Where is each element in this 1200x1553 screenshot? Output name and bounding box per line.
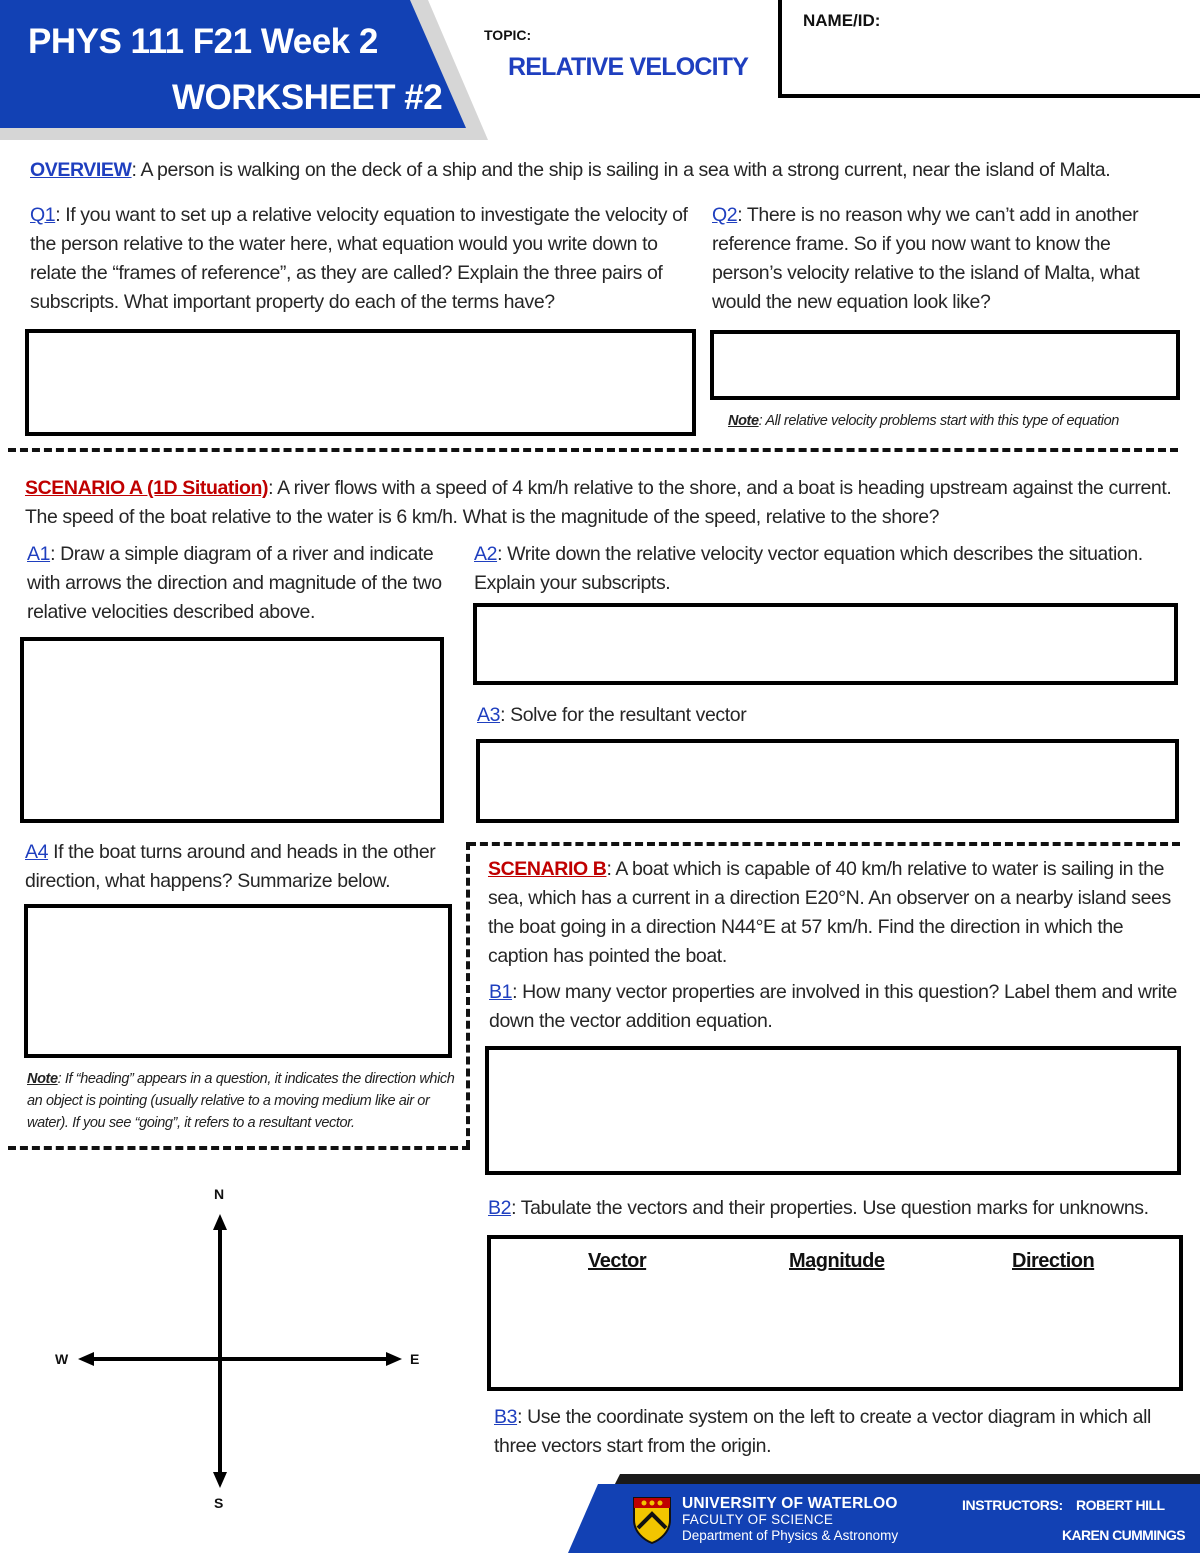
footer-university: UNIVERSITY OF WATERLOO [682, 1495, 898, 1512]
a4-label: A4 [25, 841, 49, 863]
footer-instructor-1: ROBERT HILL [1076, 1497, 1165, 1513]
a2-label: A2 [474, 543, 498, 565]
compass-east: E [410, 1351, 420, 1367]
north-arrowhead [213, 1214, 227, 1230]
name-id-label: NAME/ID: [803, 11, 881, 30]
worksheet-title-line2: WORKSHEET #2 [172, 78, 443, 117]
question-a1 [27, 540, 457, 627]
scenario-a [25, 474, 1175, 532]
south-arrowhead [213, 1472, 227, 1488]
b1-label: B1 [489, 981, 513, 1003]
overview [30, 156, 1180, 185]
footer-instructors-label: INSTRUCTORS: [962, 1497, 1063, 1513]
question-q2 [712, 201, 1172, 317]
scenario-a-text: : A river flows with a speed of 4 km/h relative to the shore, and a boat is heading upstream against the current. The speed of the boat relative to the water is 6 km/h. What is the magnitude of the speed, relative to the shore? [25, 477, 1172, 528]
a3-label: A3 [477, 704, 501, 726]
q2-text: : There is no reason why we can’t add in another reference frame. So if you now want to know the person’s velocity relative to the island of Malta, what would the new equation look like? [712, 204, 1140, 313]
a3-text: : Solve for the resultant vector [500, 704, 747, 726]
scenario-b [488, 855, 1188, 971]
topic-label: TOPIC: [484, 27, 532, 43]
question-a2 [474, 540, 1184, 598]
a1-label: A1 [27, 543, 51, 565]
university-crest-icon [632, 1496, 672, 1544]
divider-a4-bottom [8, 1146, 470, 1150]
b3-label: B3 [494, 1406, 518, 1428]
scenario-b-text: : A boat which is capable of 40 km/h relative to water is sailing in the sea, which has a current in a direction E20°N. An observer on a nearby island sees the boat going in a direction N44°E at 57 km/h. Find the direction in which the caption has pointed the boat. [488, 858, 1171, 967]
a2-text: : Write down the relative velocity vector equation which describes the situation. Explain your subscripts. [474, 543, 1143, 594]
overview-text: : A person is walking on the deck of a ship and the ship is sailing in a sea with a strong current, near the island of Malta. [131, 159, 1111, 181]
east-arrowhead [386, 1352, 402, 1366]
q1-text: : If you want to set up a relative velocity equation to investigate the velocity of the person relative to the water here, what equation would you write down to relate the “frames of reference”, as they are called? Explain the three pairs of subscripts. What important property do each of the terms have? [30, 204, 688, 313]
worksheet-title-line1: PHYS 111 F21 Week 2 [28, 22, 378, 61]
q2-note-label: Note [728, 413, 759, 429]
question-a4 [25, 838, 465, 896]
compass-south: S [214, 1495, 224, 1511]
q2-note-text: : All relative velocity problems start with this type of equation [758, 413, 1119, 429]
a1-answer-box[interactable] [20, 637, 444, 823]
divider-scenario-b-left [466, 842, 470, 1148]
coordinate-system[interactable] [60, 1200, 430, 1500]
a4-note-text: : If “heading” appears in a question, it indicates the direction which an object is pointing (usually relative to a moving medium like air or water). If you see “going”, it refers to a resultant vector. [27, 1071, 455, 1131]
question-a3 [477, 701, 1077, 730]
a4-note-label: Note [27, 1071, 58, 1087]
a4-note [27, 1068, 457, 1134]
footer-faculty: FACULTY OF SCIENCE [682, 1512, 834, 1527]
a4-answer-box[interactable] [24, 904, 452, 1058]
table-header-vector: Vector [588, 1250, 647, 1272]
table-header-magnitude: Magnitude [789, 1250, 885, 1272]
b2-label: B2 [488, 1197, 512, 1219]
overview-label: OVERVIEW [30, 159, 132, 181]
question-b1 [489, 978, 1179, 1036]
q2-label: Q2 [712, 204, 738, 226]
west-arrowhead [78, 1352, 94, 1366]
compass-west: W [55, 1351, 69, 1367]
q1-answer-box[interactable] [25, 329, 696, 436]
table-header-direction: Direction [1012, 1250, 1095, 1272]
topic-value: RELATIVE VELOCITY [508, 53, 749, 81]
b3-text: : Use the coordinate system on the left to create a vector diagram in which all three vectors start from the origin. [494, 1406, 1151, 1457]
question-q1 [30, 201, 698, 317]
question-b2 [488, 1194, 1188, 1223]
b1-text: : How many vector properties are involved in this question? Label them and write down the vector addition equation. [489, 981, 1178, 1032]
scenario-b-label: SCENARIO B [488, 858, 607, 880]
divider-scenario-b-top [468, 842, 1180, 846]
q2-note [728, 410, 1178, 432]
footer-department: Department of Physics & Astronomy [682, 1528, 899, 1543]
scenario-a-label: SCENARIO A (1D Situation) [25, 477, 269, 499]
q1-label: Q1 [30, 204, 56, 226]
b2-text: : Tabulate the vectors and their properties. Use question marks for unknowns. [511, 1197, 1149, 1219]
footer-instructor-2: KAREN CUMMINGS [1062, 1527, 1186, 1543]
a2-answer-box[interactable] [473, 603, 1178, 685]
divider-scenario-a [8, 448, 1178, 452]
a1-text: : Draw a simple diagram of a river and indicate with arrows the direction and magnitude of the two relative velocities described above. [27, 543, 442, 623]
a3-answer-box[interactable] [476, 739, 1179, 823]
q2-answer-box[interactable] [710, 330, 1180, 400]
compass-north: N [214, 1186, 225, 1202]
question-b3 [494, 1403, 1184, 1461]
b1-answer-box[interactable] [485, 1046, 1181, 1175]
a4-text: If the boat turns around and heads in the other direction, what happens? Summarize below. [25, 841, 436, 892]
